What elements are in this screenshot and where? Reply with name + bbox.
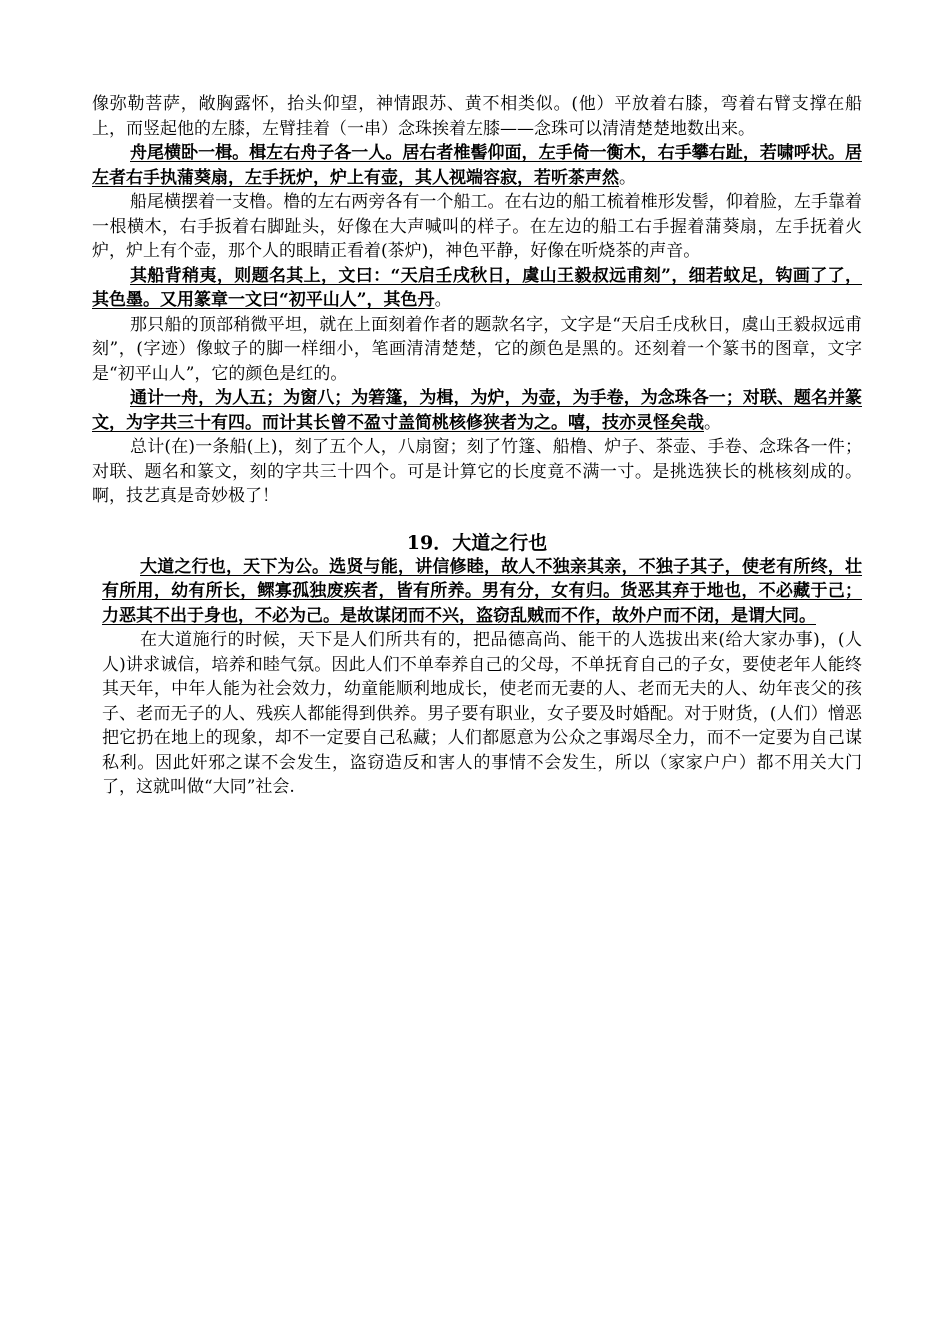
original-text-4-end: 。 [704, 412, 721, 433]
original-text-3-end: 。 [434, 290, 452, 310]
section-19-translation: 在大道施行的时候，天下是人们所共有的，把品德高尚、能干的人选拔出来(给大家办事)，(人人)讲求诚信，培养和睦气氛。因此人们不单奉养自己的父母，不单抚育自己的子女，要使老年人能终其天年，中年人能为社会效力，幼童能顺利地成长，使老而无妻的人、老而无夫的人、幼年丧父的孩子、老而无子的人、残疾人都能得到供养。男子要有职业，女子要及时婚配。对于财货，(人们）憎恶把它扔在地上的现象，却不一定要自己私藏；人们都愿意为公众之事竭尽全力，而不一定要为自己谋私利。因此奸邪之谋不会发生，盗窃造反和害人的事情不会发生，所以（家家户户）都不用关大门了，这就叫做“大同”社会. [102, 630, 862, 797]
original-text-2: 舟尾横卧一楫。楫左右舟子各一人。居右者椎髻仰面，左手倚一衡木，右手攀右趾，若啸呼状。居左者右手执蒲葵扇，左手抚炉，炉上有壶，其人视端容寂，若听茶声然 [92, 143, 862, 188]
section-19-body [92, 555, 862, 800]
section-title: 19．大道之行也 [406, 531, 548, 554]
original-text-3: 其船背稍夷，则题名其上，文曰：“天启壬戌秋日，虞山王毅叔远甫刻”，细若蚊足，钩画了了，其色墨。又用篆章一文曰“初平山人”，其色丹 [92, 265, 862, 310]
section-19-original-text: 大道之行也，天下为公。选贤与能，讲信修睦，故人不独亲其亲，不独子其子，使老有所终，壮有所用，幼有所长，鳏寡孤独废疾者，皆有所养。男有分，女有归。货恶其弃于地也，不必藏于己；力恶其不出于身也，不必为己。是故谋闭而不兴，盗窃乱贼而不作，故外户而不闭，是谓大同。 [102, 556, 862, 626]
original-text-2-end: 。 [619, 167, 636, 188]
translation-paragraph-2: 船尾横摆着一支橹。橹的左右两旁各有一个船工。在右边的船工梳着椎形发髻，仰着脸，左手靠着一根横木，右手扳着右脚趾头，好像在大声喊叫的样子。在左边的船工右手握着蒲葵扇，左手抚着火炉，炉上有个壶，那个人的眼睛正看着(茶炉)，神色平静，好像在听烧茶的声音。 [92, 192, 862, 261]
section-19-original [102, 555, 862, 629]
original-paragraph-4 [92, 386, 862, 435]
document-page [92, 92, 862, 800]
translation-paragraph-1: 像弥勒菩萨，敞胸露怀，抬头仰望，神情跟苏、黄不相类似。(他）平放着右膝，弯着右臂支撑在船上，而竖起他的左膝，左臂挂着（一串）念珠挨着左膝——念珠可以清清楚楚地数出来。 [92, 94, 862, 139]
original-paragraph-3 [92, 264, 862, 313]
translation-paragraph-4: 总计(在)一条船(上)，刻了五个人，八扇窗；刻了竹篷、船橹、炉子、茶壶、手卷、念珠各一件；对联、题名和篆文，刻的字共三十四个。可是计算它的长度竟不满一寸。是挑选狭长的桃核刻成的。啊，技艺真是奇妙极了！ [92, 437, 862, 506]
original-text-4: 通计一舟，为人五；为窗八；为箬篷，为楫，为炉，为壶，为手卷，为念珠各一；对联、题名并篆文，为字共三十有四。而计其长曾不盈寸盖简桃核修狭者为之。嘻，技亦灵怪矣哉 [92, 388, 862, 433]
translation-paragraph-3: 那只船的顶部稍微平坦，就在上面刻着作者的题款名字，文字是“天启壬戌秋日，虞山王毅叔远甫刻”，(字迹）像蚊子的脚一样细小，笔画清清楚楚，它的颜色是黑的。还刻着一个篆书的图章，文字是“初平山人”，它的颜色是红的。 [92, 314, 862, 384]
original-paragraph-2 [92, 141, 862, 190]
